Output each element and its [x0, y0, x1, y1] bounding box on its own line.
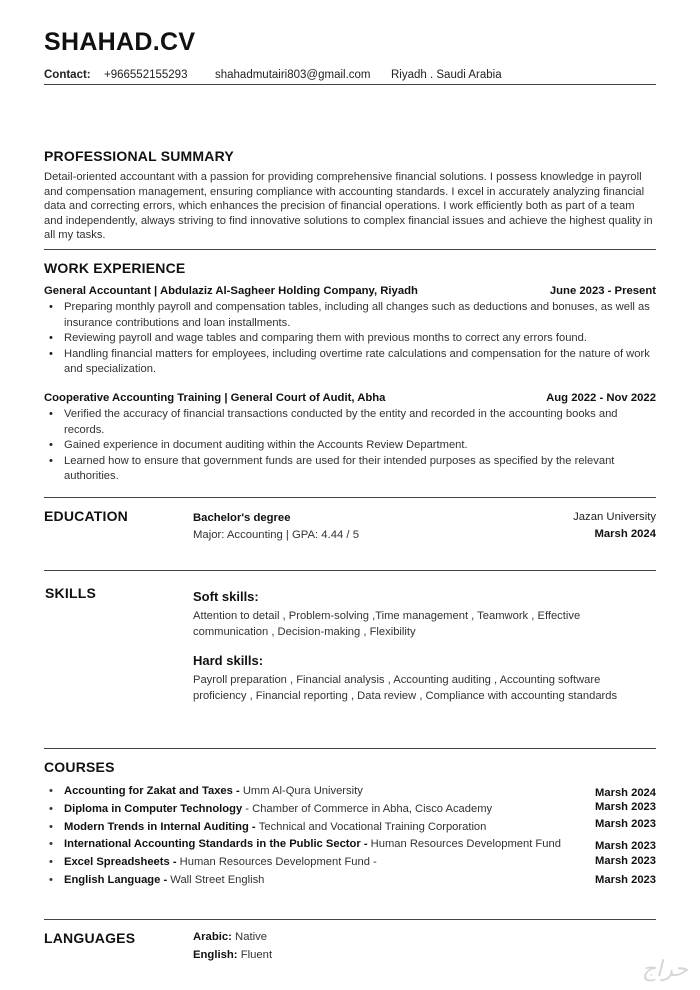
watermark: حراج	[641, 957, 688, 982]
course-date: Marsh 2023	[595, 801, 656, 813]
language-name: English:	[193, 949, 238, 961]
list-item: • Learned how to ensure that government funds are used for their intended purposes as specified by the relevant authorities.	[44, 454, 656, 485]
course-provider: Human Resources Development Fund	[370, 838, 561, 850]
course-date: Marsh 2023	[595, 840, 656, 852]
course-date: Marsh 2023	[595, 874, 656, 886]
divider	[44, 84, 656, 85]
course-provider: - Chamber of Commerce in Abha, Cisco Academy	[242, 803, 493, 815]
soft-skills-title: Soft skills:	[193, 589, 259, 604]
experience-title: WORK EXPERIENCE	[44, 260, 186, 276]
education-title: EDUCATION	[44, 508, 128, 524]
course-item	[44, 874, 656, 890]
languages-title: LANGUAGES	[44, 930, 136, 946]
contact-label: Contact:	[44, 69, 91, 81]
course-provider: Technical and Vocational Training Corporation	[258, 821, 487, 833]
bullet-icon: •	[49, 856, 53, 868]
hard-skills-text: Payroll preparation , Financial analysis , Accounting auditing , Accounting software proficiency , Financial reporting , Data review , Compliance with accounting standards	[193, 674, 618, 702]
education-major: Major: Accounting | GPA: 4.44 / 5	[193, 529, 359, 541]
language-level: Native	[231, 931, 268, 943]
list-item: • Gained experience in document auditing within the Accounts Review Department.	[44, 438, 656, 454]
language-level: Fluent	[237, 949, 273, 961]
language-item	[193, 931, 267, 943]
bullet-icon: •	[49, 874, 53, 886]
course-item	[44, 856, 656, 872]
bullet-icon: •	[49, 838, 53, 850]
course-name: Accounting for Zakat and Taxes -	[64, 785, 243, 797]
bullet-icon: •	[49, 803, 53, 815]
job-bullets	[44, 300, 656, 378]
list-item: • Preparing monthly payroll and compensation tables, including all changes such as deductions and bonuses, as well as insurance contributions and loan installments.	[44, 300, 656, 331]
courses-title: COURSES	[44, 759, 115, 775]
education-degree: Bachelor's degree	[193, 512, 291, 524]
course-date: Marsh 2023	[595, 855, 656, 867]
bullet-icon: •	[49, 821, 53, 833]
course-name: Modern Trends in Internal Auditing -	[64, 821, 259, 833]
divider	[44, 570, 656, 571]
job-heading	[44, 392, 656, 404]
list-item: • Verified the accuracy of financial transactions conducted by the entity and recorded in the accounting books and records.	[44, 407, 656, 438]
course-item	[44, 838, 656, 854]
resume-name: SHAHAD.CV	[44, 28, 196, 56]
course-item	[44, 785, 656, 801]
course-item	[44, 818, 656, 837]
course-name: English Language -	[64, 874, 171, 886]
skills-title: SKILLS	[45, 585, 96, 601]
summary-title: PROFESSIONAL SUMMARY	[44, 148, 234, 164]
course-name: International Accounting Standards in the Public Sector -	[64, 838, 371, 850]
contact-location: Riyadh . Saudi Arabia	[391, 69, 502, 81]
course-item	[44, 803, 656, 819]
language-item	[193, 949, 272, 961]
course-date: Marsh 2023	[595, 818, 656, 830]
course-name: Diploma in Computer Technology	[64, 803, 243, 815]
list-item: • Reviewing payroll and wage tables and comparing them with previous months to correct any errors found.	[44, 331, 656, 347]
soft-skills-text: Attention to detail , Problem-solving ,Time management , Teamwork , Effective communication , Decision-making , Flexibility	[193, 610, 581, 638]
course-provider: Umm Al-Qura University	[242, 785, 363, 797]
divider	[44, 748, 656, 749]
language-name: Arabic:	[193, 931, 232, 943]
job-bullets	[44, 407, 656, 485]
job-title: Cooperative Accounting Training | General Court of Audit, Abha	[44, 392, 386, 404]
summary-text: Detail-oriented accountant with a passion for providing comprehensive financial solutions. I possess knowledge in payroll and compensation management, ensuring compliance with accounting standards. I excel in accurately analyzing financial data and correcting errors, which enhances the precision of financial operations. I work efficiently both as part of a team and independently, always striving to find innovative solutions to complex financial issues and achieve the highest quality in all my tasks.	[44, 171, 653, 242]
education-university: Jazan University	[573, 511, 656, 523]
divider	[44, 919, 656, 920]
course-provider: Wall Street English	[170, 874, 265, 886]
course-name: Excel Spreadsheets -	[64, 856, 180, 868]
education-date: Marsh 2024	[594, 528, 656, 540]
divider	[44, 497, 656, 498]
hard-skills-title: Hard skills:	[193, 653, 264, 668]
contact-phone: +966552155293	[104, 69, 188, 81]
job-date: June 2023 - Present	[549, 285, 656, 297]
course-provider: Human Resources Development Fund -	[179, 856, 377, 868]
job-title: General Accountant | Abdulaziz Al-Sagheer Holding Company, Riyadh	[44, 285, 418, 297]
course-date: Marsh 2024	[595, 787, 656, 799]
contact-email: shahadmutairi803@gmail.com	[215, 69, 371, 81]
divider	[44, 249, 656, 250]
job-date: Aug 2022 - Nov 2022	[546, 392, 656, 404]
list-item: • Handling financial matters for employees, including overtime rate calculations and compensation for the nature of work and specialization.	[44, 347, 656, 378]
job-heading	[44, 285, 656, 297]
bullet-icon: •	[49, 785, 53, 797]
